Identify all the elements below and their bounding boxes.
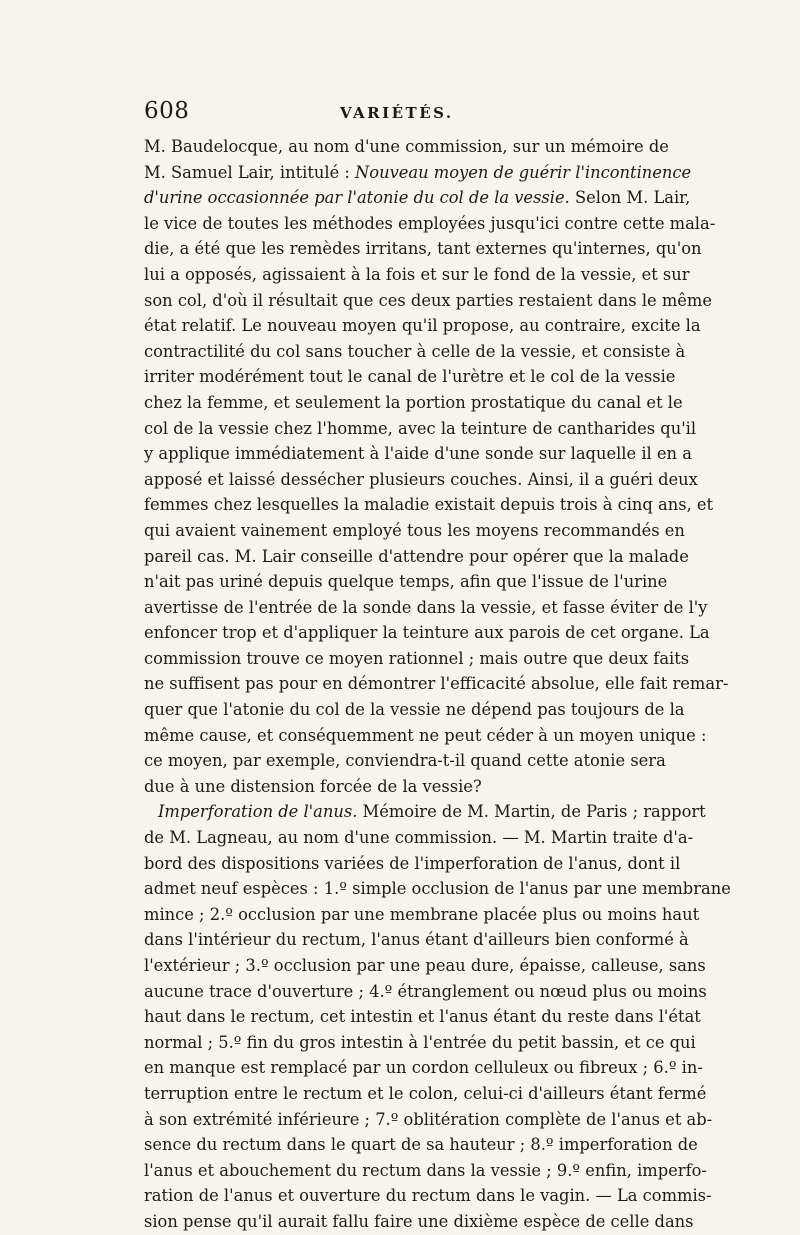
text-run: enfoncer trop et d'appliquer la teinture aux parois de cet organe. La <box>144 623 710 643</box>
text-line <box>144 671 729 697</box>
text-run: col de la vessie chez l'homme, avec la teinture de cantharides qu'il <box>144 418 697 438</box>
text-run: y applique immédiatement à l'aide d'une sonde sur laquelle il en a <box>144 444 692 464</box>
paragraph-martin <box>144 799 731 1234</box>
text-line <box>144 313 701 339</box>
text-run: ne suffisent pas pour en démontrer l'efficacité absolue, elle fait remar- <box>144 674 729 694</box>
text-run: pareil cas. M. Lair conseille d'attendre pour opérer que la malade <box>144 546 689 566</box>
text-run: contractilité du col sans toucher à celle de la vessie, et consiste à <box>144 341 686 361</box>
text-line <box>144 339 686 365</box>
text-run: qui avaient vainement employé tous les moyens recommandés en <box>144 520 685 540</box>
text-line <box>144 518 685 544</box>
text-line <box>144 799 706 825</box>
text-line <box>144 697 685 723</box>
text-run: n'ait pas uriné depuis quelque temps, afin que l'issue de l'urine <box>144 572 668 592</box>
text-run: en manque est remplacé par un cordon celluleux ou fibreux ; 6.º in- <box>144 1058 703 1078</box>
text-run: sion pense qu'il aurait fallu faire une dixième espèce de celle dans <box>144 1211 694 1231</box>
text-line <box>144 1004 701 1030</box>
text-run: femmes chez lesquelles la maladie existait depuis trois à cinq ans, et <box>144 495 714 515</box>
text-line <box>144 979 707 1005</box>
text-run: dans l'intérieur du rectum, l'anus étant d'ailleurs bien conformé à <box>144 930 689 950</box>
text-line <box>144 646 690 672</box>
text-run: Mémoire de M. Martin, de Paris ; rapport <box>357 802 706 822</box>
text-line <box>144 1158 707 1184</box>
text-run: état relatif. Le nouveau moyen qu'il propose, au contraire, excite la <box>144 316 701 336</box>
page-header <box>144 98 656 132</box>
italic-text: Nouveau moyen de guérir l'incontinence <box>355 162 692 182</box>
text-line <box>144 134 669 160</box>
text-line <box>144 492 714 518</box>
text-line <box>144 927 689 953</box>
text-line <box>144 467 698 493</box>
text-line <box>144 1183 712 1209</box>
page-number: 608 <box>144 98 190 124</box>
text-run: le vice de toutes les méthodes employées jusqu'ici contre cette mala- <box>144 213 716 233</box>
text-line <box>144 211 716 237</box>
text-line <box>144 416 697 442</box>
text-line <box>144 1132 698 1158</box>
text-line <box>144 774 658 800</box>
text-line <box>144 876 731 902</box>
italic-text: Imperforation de l'anus. <box>158 802 358 822</box>
text-line <box>144 748 666 774</box>
text-line <box>144 1081 707 1107</box>
text-line <box>144 288 712 314</box>
text-run: ce moyen, par exemple, conviendra-t-il quand cette atonie sera <box>144 751 666 771</box>
text-line <box>144 825 694 851</box>
text-run: irriter modérément tout le canal de l'urètre et le col de la vessie <box>144 367 676 387</box>
text-line <box>144 953 706 979</box>
text-run: commission trouve ce moyen rationnel ; mais outre que deux faits <box>144 648 690 668</box>
text-run: Selon M. Lair, <box>569 188 691 208</box>
text-run: die, a été que les remèdes irritans, tant externes qu'internes, qu'on <box>144 239 702 259</box>
text-run: l'anus et abouchement du rectum dans la vessie ; 9.º enfin, imperfo- <box>144 1160 707 1180</box>
text-run: ration de l'anus et ouverture du rectum dans le vagin. — La commis- <box>144 1186 712 1206</box>
text-run: bord des dispositions variées de l'imperforation de l'anus, dont il <box>144 853 681 873</box>
text-run: sence du rectum dans le quart de sa hauteur ; 8.º imperforation de <box>144 1135 698 1155</box>
text-run: lui a opposés, agissaient à la fois et sur le fond de la vessie, et sur <box>144 264 690 284</box>
text-line <box>144 364 676 390</box>
text-run: aucune trace d'ouverture ; 4.º étranglement ou nœud plus ou moins <box>144 981 707 1001</box>
text-line <box>144 595 708 621</box>
text-run: chez la femme, et seulement la portion prostatique du canal et le <box>144 392 683 412</box>
paragraph-baudelocque <box>144 134 729 799</box>
text-line <box>144 390 683 416</box>
text-line <box>144 902 700 928</box>
text-line <box>144 723 707 749</box>
text-run: même cause, et conséquemment ne peut céder à un moyen unique : <box>144 725 707 745</box>
text-line <box>144 851 681 877</box>
text-line <box>144 160 692 186</box>
text-line <box>144 569 668 595</box>
text-line <box>144 236 702 262</box>
text-run: quer que l'atonie du col de la vessie ne dépend pas toujours de la <box>144 700 685 720</box>
text-line <box>144 262 690 288</box>
text-run: haut dans le rectum, cet intestin et l'anus étant du reste dans l'état <box>144 1007 701 1027</box>
text-run: normal ; 5.º fin du gros intestin à l'entrée du petit bassin, et ce qui <box>144 1032 696 1052</box>
text-line <box>144 441 692 467</box>
running-title: VARIÉTÉS. <box>340 104 454 122</box>
text-line <box>144 1055 703 1081</box>
text-run: M. Samuel Lair, intitulé : <box>144 162 356 182</box>
text-line <box>144 1030 696 1056</box>
text-run: l'extérieur ; 3.º occlusion par une peau dure, épaisse, calleuse, sans <box>144 956 706 975</box>
text-run: à son extrémité inférieure ; 7.º oblitération complète de l'anus et ab- <box>144 1109 713 1129</box>
body-text <box>144 134 731 1235</box>
text-run: de M. Lagneau, au nom d'une commission. — M. Martin traite d'a- <box>144 828 694 848</box>
text-run: avertisse de l'entrée de la sonde dans la vessie, et fasse éviter de l'y <box>144 597 708 617</box>
text-line <box>144 185 691 211</box>
text-line <box>144 620 710 646</box>
text-line <box>144 1209 694 1235</box>
text-run: mince ; 2.º occlusion par une membrane placée plus ou moins haut <box>144 904 700 924</box>
text-line <box>144 1107 713 1133</box>
text-run: admet neuf espèces : 1.º simple occlusion de l'anus par une membrane <box>144 879 731 899</box>
text-run: apposé et laissé dessécher plusieurs couches. Ainsi, il a guéri deux <box>144 469 698 489</box>
text-line <box>144 544 689 570</box>
italic-text: d'urine occasionnée par l'atonie du col de la vessie. <box>144 188 570 208</box>
text-run: due à une distension forcée de la vessie? <box>144 776 482 796</box>
text-run: terruption entre le rectum et le colon, celui-ci d'ailleurs étant fermé <box>144 1083 707 1103</box>
text-run: M. Baudelocque, au nom d'une commission, sur un mémoire de <box>144 137 669 156</box>
text-run: son col, d'où il résultait que ces deux parties restaient dans le même <box>144 290 712 310</box>
